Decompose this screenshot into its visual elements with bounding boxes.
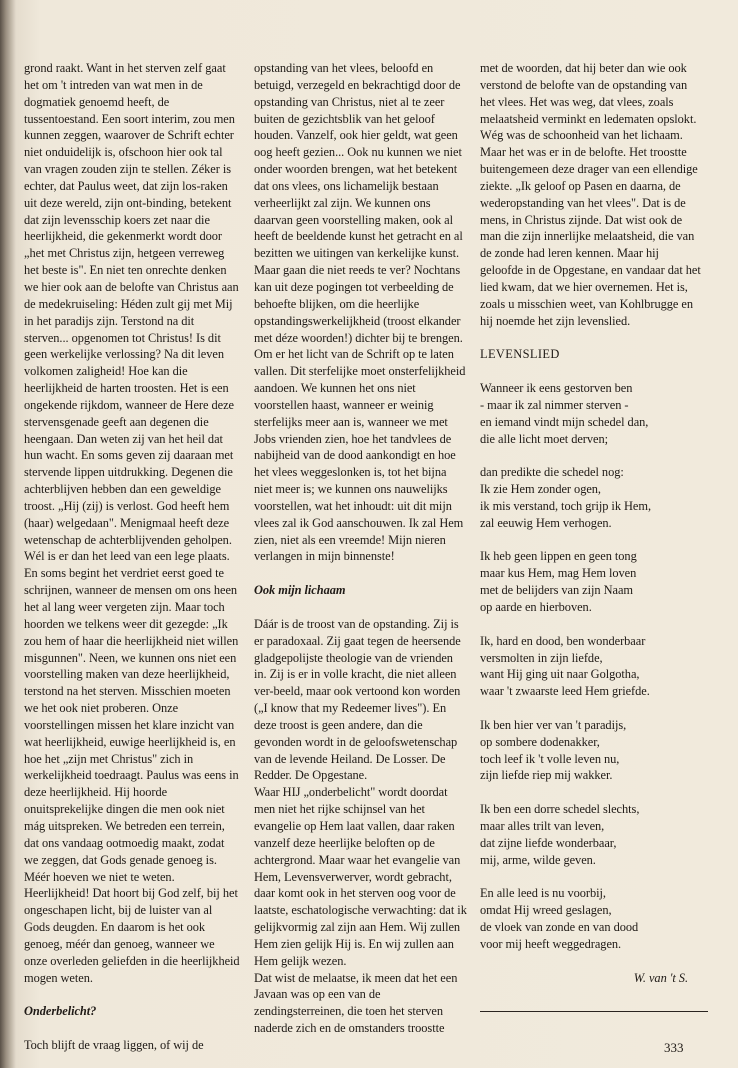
paragraph: Toch blijft de vraag liggen, of wij de	[24, 1037, 204, 1052]
poem-line: omdat Hij wreed geslagen,	[480, 903, 612, 918]
poem-line: want Hij ging uit naar Golgotha,	[480, 667, 640, 682]
poem-line: de vloek van zonde en van dood	[480, 920, 639, 935]
column-2	[254, 60, 467, 1037]
poem-line: Ik, hard en dood, ben wonderbaar	[480, 633, 646, 648]
poem-line: Ik ben hier ver van 't paradijs,	[480, 717, 627, 732]
spacer	[254, 599, 467, 616]
poem-line: op sombere dodenakker,	[480, 734, 600, 749]
paragraph: Waar HIJ „onderbelicht" wordt doordat men niet het rijke schijnsel van het evangelie op Hem laat vallen, daar raken vanzelf deze heerlijke beloften op de achtergrond. Maar waar het evangelie van Hem, Levensverwerver, wordt gebracht, daar komt ook in het sterven oog voor de laatste, eschatologische verwachting: dat ik gelijkvormig zal zijn aan Hem. Wij zullen Hem zien gelijk Hij is. En wij zullen aan Hem gelijk wezen.	[254, 785, 467, 968]
subheading: Onderbelicht?	[24, 1004, 97, 1019]
poem-heading: LEVENSLIED	[480, 347, 560, 362]
poem	[480, 380, 702, 953]
poem-line: op aarde en hierboven.	[480, 600, 592, 614]
poem-stanza	[480, 801, 702, 868]
paragraph: opstanding van het vlees, beloofd en betuigd, verzegeld en bekrachtigd door de opstanding van Christus, niet al te zeer buiten de gezichtsblik van het geloof houden. Vanzelf, ook hier geldt, wat geen oog heeft gezien... Ook nu kunnen we niet onder woorden brengen, wat het betekent dat ons vlees, ons lichamelijk bestaan verheerlijkt zal zijn. We kunnen ons daarvan geen voorstelling maken, ook al heeft de beeldende kunst het getracht en al bezitten we uitingen van kerkelijke kunst. Maar gaan die niet reeds te ver? Nochtans kan uit deze pogingen tot verbeelding de behoefte blijken, om die heerlijke opstandingswerkelijkheid (troost elkander met déze woorden!) dichter bij te brengen. Om er het licht van de Schrift op te laten vallen. Dit sterfelijke moet onsterfelijkheid aandoen. We kunnen het ons niet voorstellen haast, wanneer er weinig sterfelijks meer aan is, wanneer we met Jobs vrienden zien, hoe het tandvlees de nabijheid van de dood aankondigt en hoe het vlees weggeslonken is, tot het bijna niet meer is; we kunnen ons nauwelijks voorstellen, wat het inhoudt: uit dit mijn vlees zal ik God aanschouwen. Ik zal Hem zien, niet als een vreemde! Mijn nieren verlangen in mijn binnenste!	[254, 61, 466, 564]
poem-line: versmolten in zijn liefde,	[480, 650, 603, 665]
poem-line: Ik zie Hem zonder ogen,	[480, 482, 601, 497]
poem-line: waar 't zwaarste leed Hem griefde.	[480, 684, 650, 699]
poem-line: dan predikte die schedel nog:	[480, 465, 624, 480]
spacer	[254, 565, 467, 582]
poem-stanza	[480, 717, 702, 784]
poem-stanza	[480, 885, 702, 952]
subheading: Ook mijn lichaam	[254, 583, 346, 598]
poem-line: en iemand vindt mijn schedel dan,	[480, 414, 649, 429]
poem-line: zijn liefde riep mij wakker.	[480, 768, 613, 783]
spacer	[24, 986, 240, 1003]
column-3	[480, 60, 702, 986]
spacer	[24, 1020, 240, 1037]
poem-line: zal eeuwig Hem verhogen.	[480, 515, 612, 530]
poem-line: - maar ik zal nimmer sterven -	[480, 397, 629, 412]
poem-line: En alle leed is nu voorbij,	[480, 886, 606, 901]
poem-stanza	[480, 548, 702, 615]
poem-stanza	[480, 380, 702, 447]
poem-stanza	[480, 633, 702, 700]
poem-line: toch leef ik 't volle leven nu,	[480, 751, 620, 766]
poem-stanza	[480, 464, 702, 531]
poem-line: die alle licht moet derven;	[480, 431, 609, 446]
paragraph: grond raakt. Want in het sterven zelf gaat het om 't intreden van wat men in de dogmatiek genoemd heeft, de tussentoestand. Een soort interim, zou men kunnen zeggen, waarover de Schrift echter niet onduidelijk is, ofschoon hier ook tal van vragen zouden zijn te stellen. Zéker is echter, dat Paulus weet, dat zijn los-raken uit deze wereld, zijn ont-binding, betekent dat zijn levensschip koers zet naar die heerlijkheid, die gekenmerkt wordt door „het met Christus zijn, hetgeen verreweg het beste is". En niet ten onrechte denken we hier ook aan de belofte van Christus aan de medekruiseling: Héden zult gij met Mij in het paradijs zijn. Terstond na dit sterven... opgenomen tot Christus! Is dit geen werkelijke verlossing? Na dit leven volkomen zaligheid! Hoe kan die heerlijkheid de harten troosten. Het is een ongekende rijkdom, wanneer de Here deze stervensgenade geeft aan degenen die heengaan. Dan weten zij van het heil dat hun wacht. En soms geven zij daaraan met stervende lippen uitdrukking. Degenen die achterblijven hebben dan een geweldige troost. „Hij (zij) is verlost. God heeft hem (haar) welgedaan". Menigmaal heeft deze wetenschap de achterblijvenden geholpen. Wél is er dan het leed van een lege plaats. En soms begint het verdriet eerst goed te schrijnen, wanneer de mensen om ons heen het al lang weer vergeten zijn. Maar toch hoorden we telkens weer dit gezegde: „Ik zou hem of haar die heerlijkheid niet willen misgunnen". Neen, we kunnen ons niet een voorstelling maken van deze heerlijkheid, terstond na het sterven. Misschien moeten we het ook niet proberen. Onze voorstellingen missen het klare inzicht van wat heerlijkheid, euwige heerlijkheid is, en hoe het „zijn met Christus" zich in werkelijkheid toedraagt. Paulus was eens in deze heerlijkheid. Hij hoorde onuitsprekelijke dingen die men ook niet mág uitspreken. We betreden een terrein, dat ons vandaag ootmoedig maakt, zodat we zeggen, dat Gods genade genoeg is. Méér hoeven we niet te weten. Heerlijkheid! Dat hoort bij God zelf, bij het ongeschapen licht, bij de luister van al Gods deugden. En daarom is het ook genoeg, méér dan genoeg, wanneer we onze overleden geliefden in die heerlijkheid mogen weten.	[24, 61, 240, 985]
poem-line: mij, arme, wilde geven.	[480, 852, 596, 867]
poem-line: maar kus Hem, mag Hem loven	[480, 566, 637, 581]
column-3-intro: met de woorden, dat hij beter dan wie ook verstond de belofte van de opstanding van het vlees. Het was weg, dat vlees, zoals melaatsheid verminkt en ledematen opslokt. Wég was de schoonheid van het lichaam. Maar het was er in de belofte. Het troostte buitengemeen deze drager van een ellendige ziekte. „Ik geloof op Pasen en daarna, de wederopstanding van het vlees". Dat is de mens, in Christus zijnde. Dat wist ook de man die zijn innerlijke melaatsheid, die van de zonde had leren kennen. Maar hij geloofde in de Opgestane, en vandaar dat het lied kwam, dat we hier overnemen. Het is, zoals u misschien weet, van Kohlbrugge en hij noemde het zijn levenslied.	[480, 61, 701, 328]
paragraph: Dat wist de melaatse, ik meen dat het een Javaan was op een van de zendingsterreinen, die toen het sterven naderde zich en de omstanders troostte	[254, 970, 458, 1036]
poem-line: ik mis verstand, toch grijp ik Hem,	[480, 498, 652, 513]
poem-line: met de belijders van zijn Naam	[480, 583, 633, 598]
poem-line: Ik heb geen lippen en geen tong	[480, 549, 637, 564]
poem-line: maar alles trilt van leven,	[480, 818, 605, 833]
footer-rule	[480, 1011, 708, 1012]
column-1	[24, 60, 240, 1054]
poem-line: voor mij heeft weggedragen.	[480, 936, 622, 951]
paragraph: Dáár is de troost van de opstanding. Zij is er paradoxaal. Zij gaat tegen de heersende gladgepolijste theologie van de vrienden in. Zij is er in volle kracht, die niet alleen ver-beeld, maar ook vertoond kon worden („I know that my Redeemer lives"). En deze troost is geen andere, dan die gevonden wordt in de geloofswetenschap van de levende Heiland. De Losser. De Redder. De Opgestane.	[254, 616, 461, 783]
poem-line: Ik ben een dorre schedel slechts,	[480, 802, 640, 817]
poem-line: Wanneer ik eens gestorven ben	[480, 381, 633, 396]
signature: W. van 't S.	[633, 970, 688, 985]
page-number: 333	[664, 1040, 684, 1055]
poem-line: dat zijne liefde wonderbaar,	[480, 835, 617, 850]
